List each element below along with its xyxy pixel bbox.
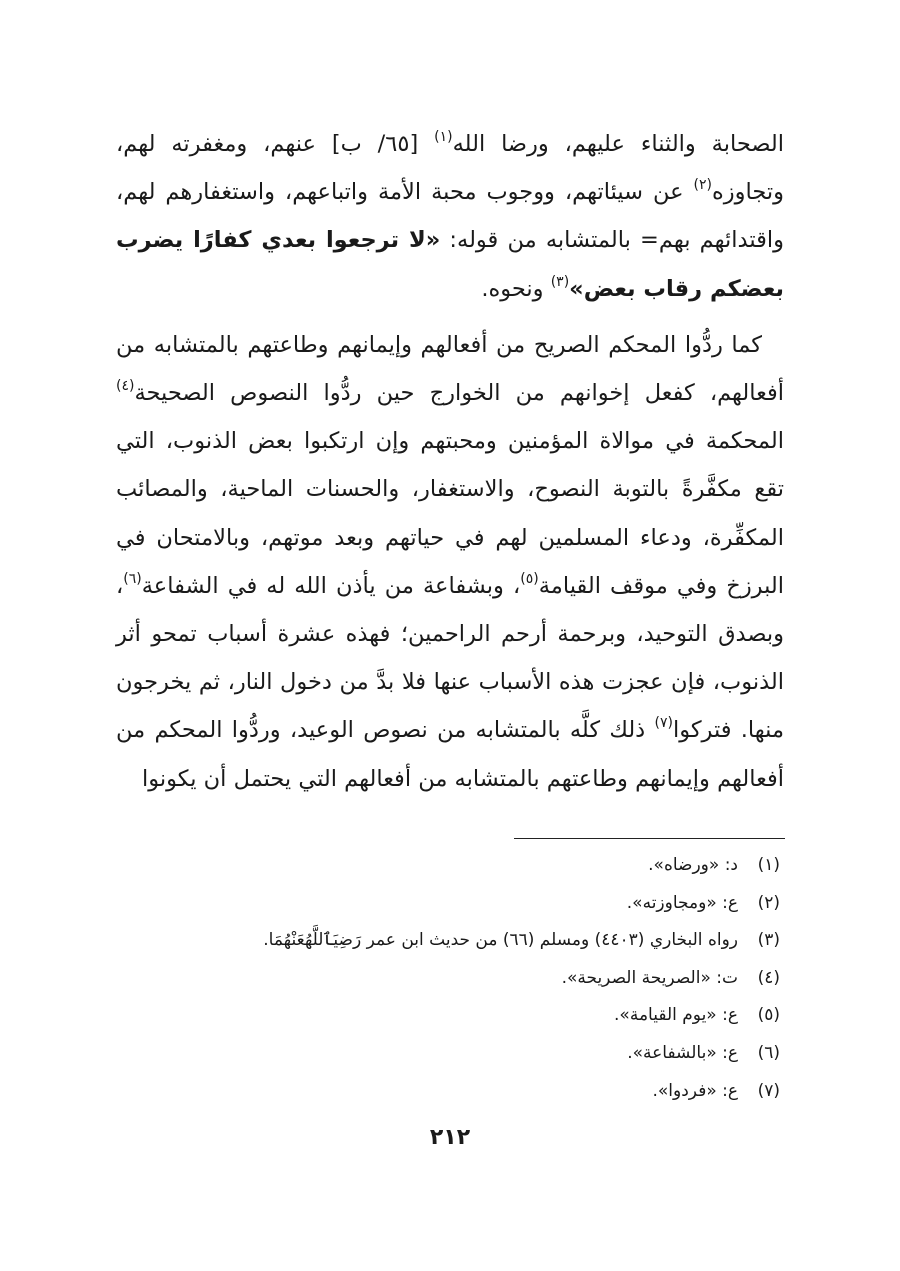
text-run: ذلك كلَّه بالمتشابه من نصوص الوعيد، وردُّوا المحكم من أفعالهم وإيمانهم وطاعتهم بالمتشابه من أفعالهم التي يحتمل أن يكونوا — [116, 717, 784, 792]
text-run: [٦٥/ ب] عنهم، ومغفرته لهم، وتجاوزه — [116, 131, 784, 206]
footnote-text: ع: «فردوا». — [652, 1080, 738, 1101]
footnotes — [116, 847, 780, 1110]
footnote-number: (٣) — [757, 930, 780, 951]
footnote-text: رواه البخاري (٤٤٠٣) ومسلم (٦٦) من حديث ابن عمر رَضِيَٱللَّهُعَنْهُمَا. — [263, 930, 738, 951]
footnote-ref-4: (٤) — [116, 378, 135, 395]
footnote-2 — [116, 885, 780, 923]
footnote-separator — [514, 838, 785, 839]
footnote-ref-6: (٦) — [123, 570, 142, 587]
footnote-text: ع: «بالشفاعة». — [627, 1042, 738, 1063]
text-run: المحكمة في موالاة المؤمنين ومحبتهم وإن ارتكبوا بعض الذنوب، التي تقع مكفَّرةً بالتوبة النصوح، والاستغفار، والحسنات الماحية، والمصائب المكفِّرة، ودعاء المسلمين لهم في حياتهم وبعد موتهم، وبالامتحان في البرزخ وفي موقف القيامة — [116, 428, 784, 599]
footnote-number: (٥) — [757, 1005, 780, 1026]
footnote-ref-3: (٣) — [550, 273, 570, 290]
footnote-ref-2: (٢) — [693, 177, 712, 194]
paragraph-2 — [116, 321, 784, 803]
text-run: ، وبشفاعة من يأذن الله له في الشفاعة — [141, 572, 521, 599]
footnote-5 — [116, 997, 780, 1035]
footnote-ref-5: (٥) — [520, 570, 539, 587]
text-run: الصحابة والثناء عليهم، ورضا الله — [452, 131, 785, 157]
footnote-number: (٢) — [757, 892, 780, 913]
text-run: عن سيئاتهم، ووجوب محبة الأمة واتباعهم، واستغفارهم لهم، واقتدائهم بهم= بالمتشابه من قوله: — [116, 179, 784, 254]
footnote-ref-1: (١) — [434, 129, 453, 145]
footnote-6 — [116, 1035, 780, 1073]
footnote-number: (٤) — [757, 967, 780, 988]
footnote-text: ع: «ومجاوزته». — [626, 892, 738, 913]
footnote-text: ت: «الصريحة الصريحة». — [561, 967, 738, 988]
footnote-text: د: «ورضاه». — [648, 855, 738, 875]
footnote-3 — [116, 922, 780, 960]
footnote-7 — [116, 1073, 780, 1111]
hadith-quote: «لا ترجعوا بعدي كفارًا يضرب بعضكم رقاب بعض» — [116, 227, 784, 302]
footnote-1 — [116, 847, 780, 885]
footnote-4 — [116, 960, 780, 998]
text-run: ، وبصدق التوحيد، وبرحمة أرحم الراحمين؛ فهذه عشرة أسباب تمحو أثر الذنوب، فإن عجزت هذه الأسباب عنها فلا بدَّ من دخول النار، ثم يخرجون منها. فتركوا — [116, 572, 784, 744]
main-text — [116, 120, 784, 803]
paragraph-1 — [116, 120, 784, 313]
text-run: كما ردُّوا المحكم الصريح من أفعالهم وإيمانهم وطاعتهم بالمتشابه من أفعالهم، كفعل إخوانهم من الخوارج حين ردُّوا النصوص الصحيحة — [116, 331, 784, 407]
page-number: ٢١٢ — [429, 1125, 471, 1150]
footnote-ref-7: (٧) — [654, 715, 673, 732]
footnote-text: ع: «يوم القيامة». — [614, 1005, 738, 1026]
footnote-number: (١) — [757, 855, 780, 875]
text-run: ونحوه. — [481, 275, 551, 302]
footnote-number: (٦) — [757, 1042, 780, 1063]
footnote-number: (٧) — [757, 1080, 780, 1101]
